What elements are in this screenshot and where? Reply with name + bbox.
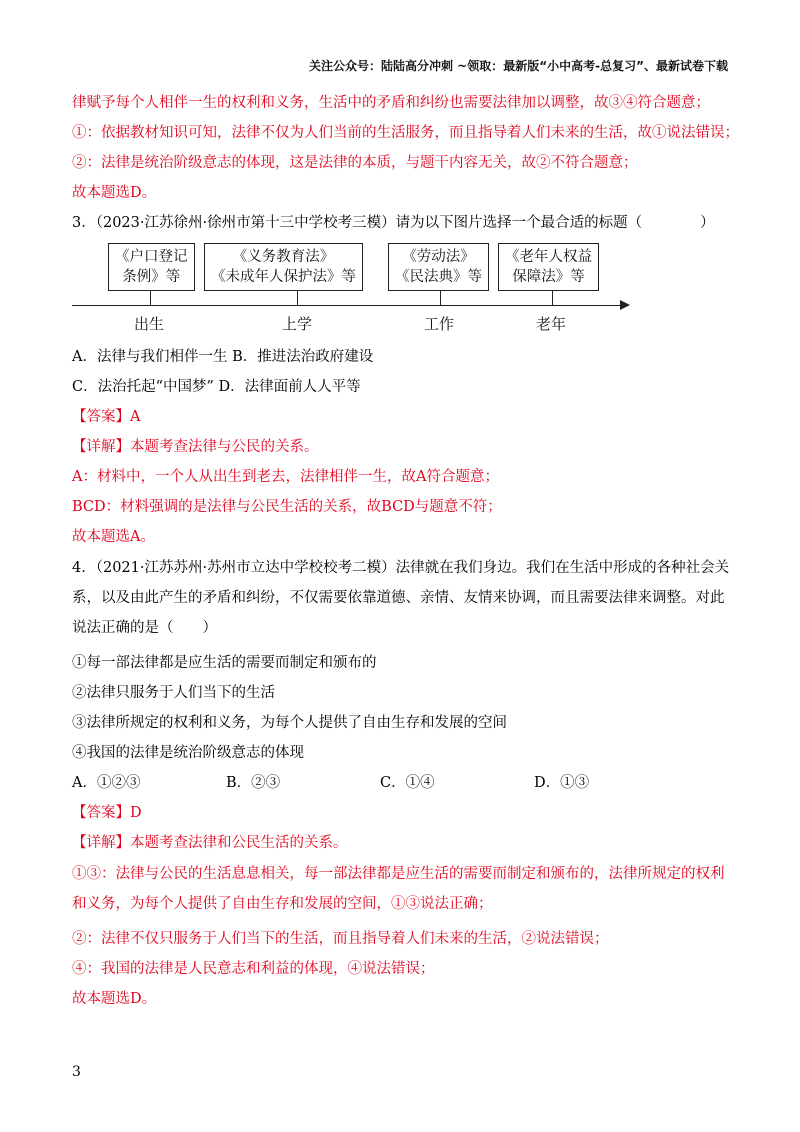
prev-explanation (72, 93, 739, 203)
law-box-line: 条例》等 (122, 269, 181, 285)
q3-explain-line: 故本题选A。 (72, 529, 155, 545)
law-box-line: 《户口登记 (115, 249, 188, 265)
law-box-line: 《义务教育法》 (232, 249, 335, 265)
timeline-axis (72, 305, 624, 306)
q4-option-a: A．①②③ (72, 775, 141, 791)
q4-explain-line: ②：法律不仅只服务于人们当下的生活，而且指导着人们未来的生活，②说法错误； (72, 931, 609, 947)
q4-explain-line: ④：我国的法律是人民意志和利益的体现，④说法错误； (72, 961, 435, 977)
q4-explain-line: 【详解】本题考查法律和公民生活的关系。 (72, 835, 348, 851)
q4-option-b: B．②③ (226, 775, 281, 791)
timeline-label: 出生 (134, 315, 165, 333)
law-box-elderly (498, 243, 599, 291)
timeline-label: 上学 (282, 315, 313, 333)
q3-explain-line: BCD：材料强调的是法律与公民生活的关系，故BCD与题意不符； (72, 499, 502, 515)
q3-answer: 【答案】A (72, 409, 141, 425)
question-4 (72, 553, 732, 1009)
q3-options-row: C．法治托起“中国梦” D．法律面前人人平等 (72, 379, 361, 395)
law-box-line: 《民法典》等 (395, 269, 482, 285)
q4-statement: ①每一部法律都是应生活的需要而制定和颁布的 (72, 655, 377, 671)
q4-answer: 【答案】D (72, 805, 142, 821)
q4-options (72, 773, 732, 793)
q3-explain-line: A：材料中，一个人从出生到老去，法律相伴一生，故A符合题意； (72, 469, 499, 485)
law-box-line: 《老年人权益 (505, 249, 592, 265)
prev-line: ②：法律是统治阶级意志的体现，这是法律的本质，与题干内容无关，故②不符合题意； (72, 155, 638, 171)
law-box-school (204, 243, 363, 291)
law-box-line: 《劳动法》 (402, 249, 475, 265)
prev-line: ①：依据教材知识可知，法律不仅为人们当前的生活服务，而且指导着人们未来的生活，故①说法错误； (72, 125, 739, 141)
q3-stem: 3．（2023·江苏徐州·徐州市第十三中学校考三模）请为以下图片选择一个最合适的标题（ ） (72, 215, 715, 231)
q4-stem: 4．（2021·江苏苏州·苏州市立达中学校校考二模）法律就在我们身边。我们在生活中形成的各种社会关系，以及由此产生的矛盾和纠纷，不仅需要依靠道德、亲情、友情来协调，而且需要法律来调整。对此说法正确的是（ ） (72, 560, 730, 636)
q3-options-row: A．法律与我们相伴一生 B．推进法治政府建设 (72, 349, 374, 365)
timeline-label: 工作 (424, 315, 455, 333)
question-3 (72, 213, 732, 547)
page-header: 关注公众号：陆陆高分冲刺 ~领取：最新版“小中高考-总复习”、最新试卷下载 (309, 59, 728, 73)
q3-explain-line: 【详解】本题考查法律与公民的关系。 (72, 439, 319, 455)
q4-explain-line: 故本题选D。 (72, 991, 157, 1007)
timeline-arrow-icon (620, 300, 630, 310)
law-box-line: 《未成年人保护法》等 (211, 269, 356, 285)
q4-statement: ④我国的法律是统治阶级意志的体现 (72, 745, 304, 761)
prev-line: 律赋予每个人相伴一生的权利和义务，生活中的矛盾和纠纷也需要法律加以调整，故③④符合题意； (72, 95, 710, 111)
q4-statement: ②法律只服务于人们当下的生活 (72, 685, 275, 701)
q3-figure (72, 243, 632, 339)
law-box-work (388, 243, 489, 291)
law-box-birth (108, 243, 195, 291)
q4-statement: ③法律所规定的权利和义务，为每个人提供了自由生存和发展的空间 (72, 715, 507, 731)
q4-option-d: D．①③ (534, 775, 590, 791)
q4-explain-line: ①③：法律与公民的生活息息相关，每一部法律都是应生活的需要而制定和颁布的，法律所规定的权利和义务，为每个人提供了自由生存和发展的空间，①③说法正确； (72, 866, 725, 912)
timeline-label: 老年 (536, 315, 567, 333)
document-body (72, 93, 739, 1019)
q4-option-c: C．①④ (380, 775, 435, 791)
law-box-line: 保障法》等 (512, 269, 585, 285)
page-number: 3 (72, 1064, 81, 1080)
prev-line: 故本题选D。 (72, 185, 157, 201)
